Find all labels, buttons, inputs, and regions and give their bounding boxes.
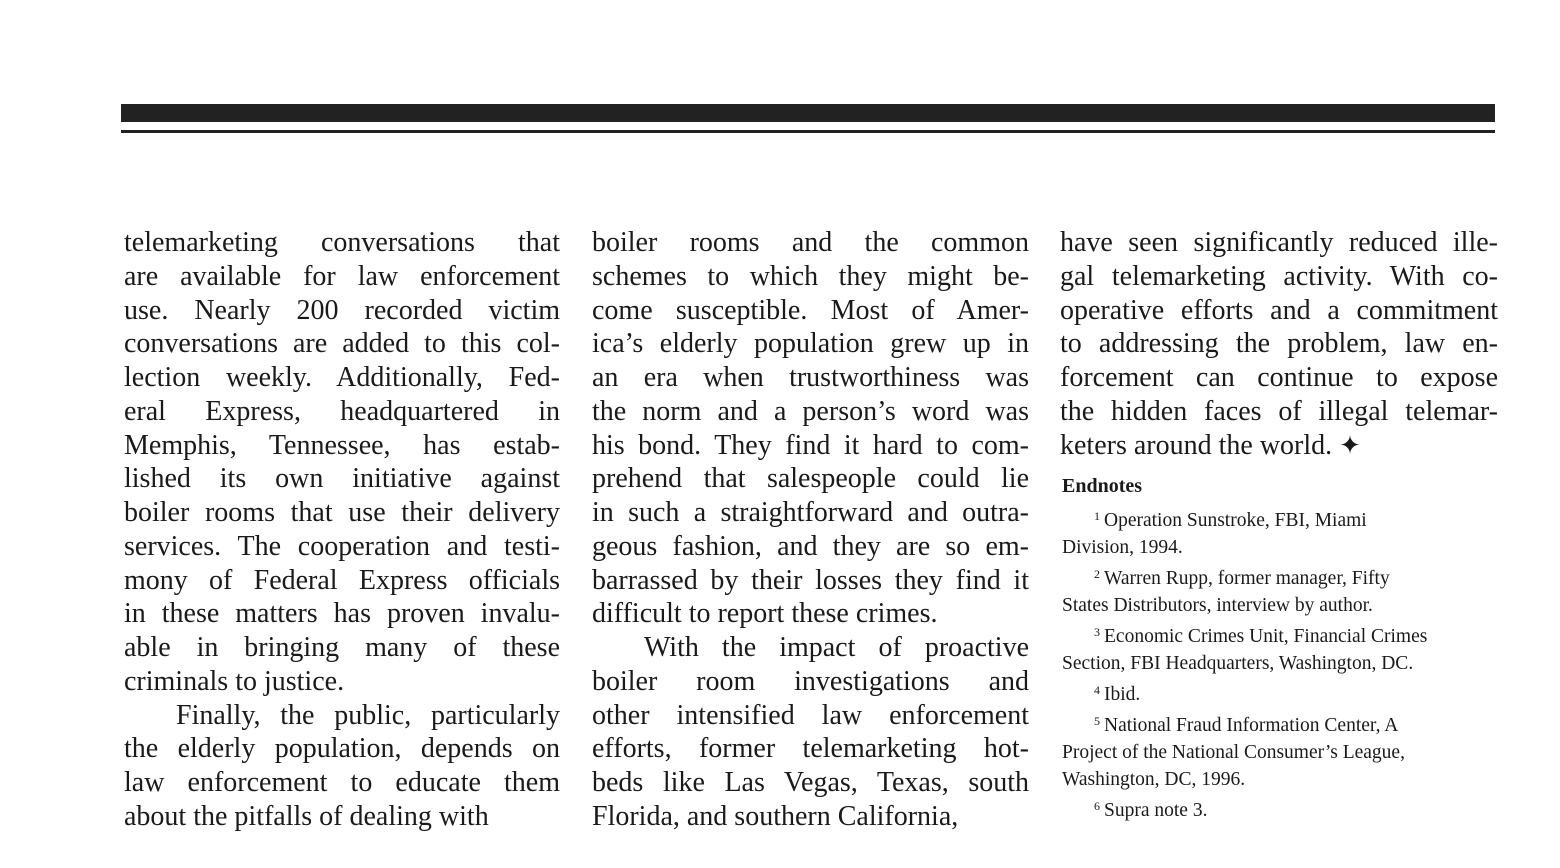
paragraph: [592, 226, 1029, 631]
text-line: the norm and a person’s word was: [592, 395, 1029, 427]
paragraph: [1060, 226, 1498, 462]
text-line: Florida, and southern California,: [592, 800, 959, 832]
text-line: Memphis, Tennessee, has estab-: [124, 429, 560, 461]
endnote-text: Warren Rupp, former manager, Fifty: [1104, 568, 1390, 589]
text-line: services. The cooperation and testi-: [124, 530, 560, 562]
endnotes-heading: Endnotes: [1062, 475, 1143, 497]
text-column-1: [124, 226, 560, 834]
paragraph: [124, 226, 560, 699]
text-line: in such a straightforward and outra-: [592, 497, 1029, 528]
endnote-item: [1062, 677, 1502, 708]
endnote-number: 2: [1094, 567, 1100, 581]
text-line: barrassed by their losses they find it: [592, 564, 1029, 596]
text-line: able in bringing many of these: [124, 632, 560, 663]
endnote-text: Washington, DC, 1996.: [1062, 769, 1246, 790]
text-line: operative efforts and a commitment: [1060, 294, 1498, 326]
text-line: the hidden faces of illegal telemar-: [1060, 395, 1498, 427]
text-line: his bond. They find it hard to com-: [592, 429, 1029, 461]
text-line: Finally, the public, particularly: [176, 699, 560, 731]
text-line: mony of Federal Express officials: [124, 564, 560, 596]
text-line: in these matters has proven invalu-: [124, 598, 560, 630]
endnotes-section: [1062, 473, 1502, 824]
text-line: forcement can continue to expose: [1060, 362, 1498, 393]
text-column-2: [592, 226, 1029, 834]
text-line: prehend that salespeople could lie: [592, 463, 1029, 495]
endnote-text: Supra note 3.: [1104, 800, 1208, 821]
endnote-text: National Fraud Information Center, A: [1104, 715, 1399, 736]
text-line: law enforcement to educate them: [124, 767, 560, 798]
endnote-number: 4: [1094, 683, 1100, 697]
text-line: With the impact of proactive: [644, 632, 1029, 663]
text-line: lection weekly. Additionally, Fed-: [124, 362, 560, 393]
text-line: the elderly population, depends on: [124, 733, 560, 765]
text-line: efforts, former telemarketing hot-: [592, 733, 1029, 765]
endnote-number: 6: [1094, 799, 1100, 813]
text-line: an era when trustworthiness was: [592, 362, 1029, 393]
text-line: to addressing the problem, law en-: [1060, 328, 1498, 360]
text-line: gal telemarketing activity. With co-: [1060, 260, 1498, 292]
endnote-number: 1: [1094, 509, 1100, 523]
endnote-text: Section, FBI Headquarters, Washington, DC.: [1062, 653, 1414, 674]
endnote-number: 5: [1094, 714, 1100, 728]
text-line: boiler room investigations and: [592, 665, 1029, 697]
text-line: other intensified law enforcement: [592, 699, 1029, 731]
endnote-item: [1062, 503, 1502, 561]
text-line: conversations are added to this col-: [124, 328, 560, 360]
text-line: are available for law enforcement: [124, 260, 560, 292]
endnote-number: 3: [1094, 625, 1100, 639]
endnote-item: [1062, 561, 1502, 619]
text-line: ica’s elderly population grew up in: [592, 328, 1029, 360]
text-line: have seen significantly reduced ille-: [1060, 227, 1498, 258]
text-line: beds like Las Vegas, Texas, south: [592, 767, 1029, 798]
paragraph: [124, 699, 560, 834]
text-line: lished its own initiative against: [124, 463, 560, 495]
paragraph: [592, 631, 1029, 834]
header-rule-thick: [121, 104, 1495, 122]
endnote-item: [1062, 793, 1502, 824]
endnote-text: Project of the National Consumer’s League,: [1062, 742, 1405, 763]
header-rule-thin: [121, 130, 1495, 133]
endnote-item: [1062, 619, 1502, 677]
text-line: criminals to justice.: [124, 665, 345, 697]
text-line: boiler rooms and the common: [592, 227, 1029, 258]
text-line: eral Express, headquartered in: [124, 395, 560, 427]
endnote-text: States Distributors, interview by author.: [1062, 595, 1373, 616]
text-line: about the pitfalls of dealing with: [124, 800, 489, 832]
endnote-text: Ibid.: [1104, 684, 1141, 705]
text-column-3: [1060, 226, 1498, 462]
text-line: come susceptible. Most of Amer-: [592, 294, 1029, 326]
endnote-text: Operation Sunstroke, FBI, Miami: [1104, 510, 1367, 531]
text-line: boiler rooms that use their delivery: [124, 497, 560, 528]
endnotes-list: [1062, 503, 1502, 824]
text-line: schemes to which they might be-: [592, 260, 1029, 292]
endnote-text: Division, 1994.: [1062, 537, 1183, 558]
text-line: difficult to report these crimes.: [592, 598, 938, 630]
end-mark-icon: ✦: [1339, 430, 1361, 460]
text-line: use. Nearly 200 recorded victim: [124, 294, 560, 326]
text-line: geous fashion, and they are so em-: [592, 530, 1029, 562]
text-line: keters around the world. ✦: [1060, 429, 1361, 461]
endnote-text: Economic Crimes Unit, Financial Crimes: [1104, 626, 1428, 647]
endnote-item: [1062, 708, 1502, 793]
text-line: telemarketing conversations that: [124, 227, 560, 258]
